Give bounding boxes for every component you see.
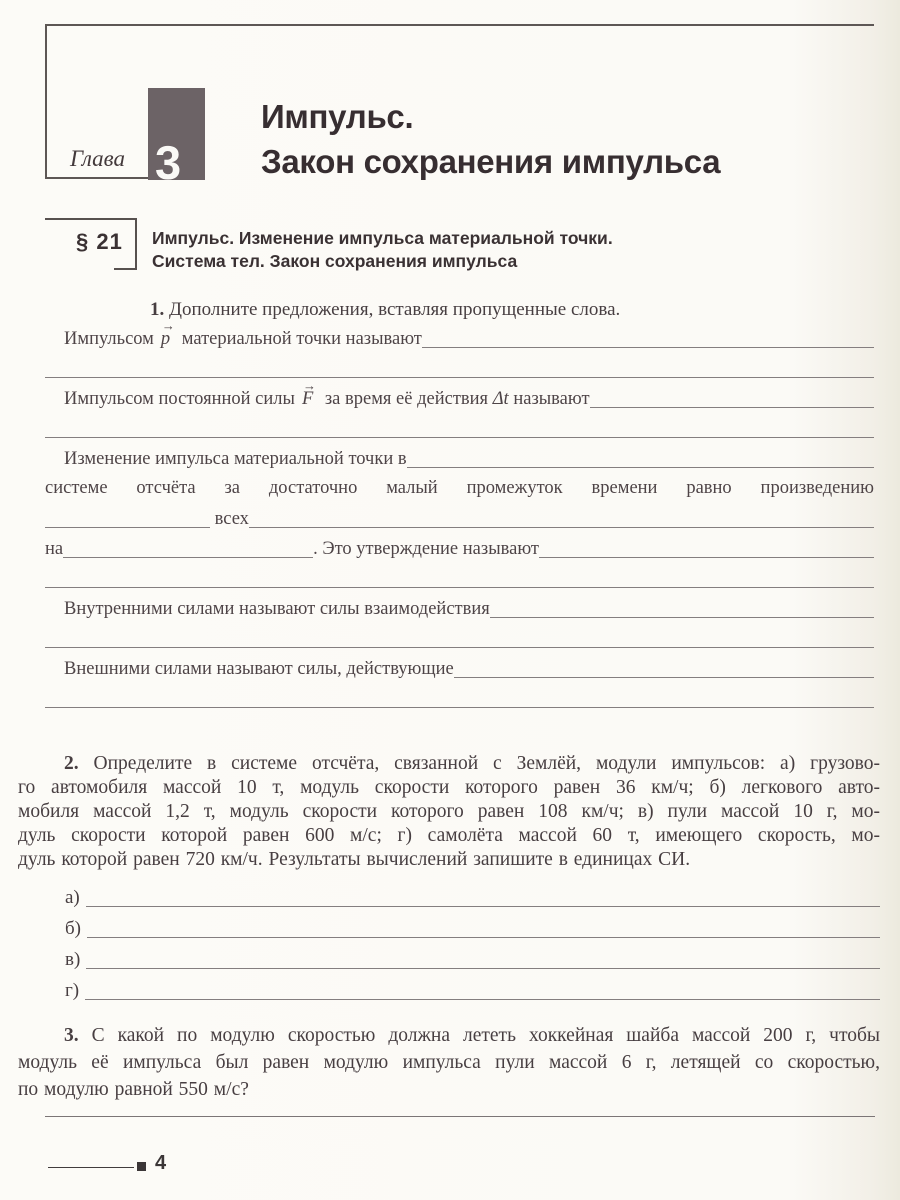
fill-row (45, 502, 874, 532)
task1-intro (150, 299, 620, 321)
paragraph-line: 3. С какой по модулю скоростью должна лететь хоккейная шайба массой 200 г, чтобы (64, 1025, 880, 1046)
footer-square-icon (137, 1162, 146, 1171)
section-title (152, 227, 613, 273)
vector-arrow-icon: → (161, 318, 175, 333)
chapter-frame-top (45, 24, 874, 26)
task1-fill-rows (45, 318, 874, 712)
answer-item-label: б) (65, 918, 81, 939)
fill-in-blank (45, 587, 874, 588)
answer-blank (86, 906, 880, 907)
paragraph-line: дуль скорости которой равен 600 м/с; г) самолёта массой 60 т, имеющего скорость, мо- (18, 825, 880, 846)
paragraph-line: мобиля массой 1,2 т, модуль скорости которого равен 108 км/ч; в) пули массой 10 г, мо- (18, 801, 880, 822)
bottom-blank-line (45, 1116, 875, 1117)
task-number: 3. (64, 1025, 79, 1046)
section-title-line2: Система тел. Закон сохранения импульса (152, 251, 518, 271)
fill-in-blank (490, 617, 874, 618)
answer-item-label: в) (65, 949, 81, 970)
paragraph-line: го автомобиля массой 10 т, модуль скорости которого равен 36 км/ч; б) легкового авто- (18, 777, 880, 798)
footer-rule (48, 1167, 134, 1168)
answer-item-row (65, 973, 880, 1004)
fill-row (45, 532, 874, 562)
fill-row (45, 592, 874, 622)
chapter-label: Глава (70, 146, 125, 171)
paragraph-line: 2. Определите в системе отсчёта, связанной с Землёй, модули импульсов: а) грузово- (64, 753, 880, 774)
fill-row-text: Внутренними силами называют силы взаимодействия (64, 599, 490, 619)
chapter-title-line2: Закон сохранения импульса (261, 143, 721, 180)
vector-symbol: → F (301, 378, 316, 409)
fill-row-text: материальной точки называют (177, 329, 422, 349)
fill-row-text: системе отсчёта за достаточно малый промежуток времени равно произведению (45, 478, 874, 498)
fill-row-text: называют (508, 389, 590, 409)
fill-row (45, 652, 874, 682)
fill-row-text: всех (210, 509, 249, 529)
fill-row (45, 378, 874, 412)
fill-in-blank (454, 677, 874, 678)
task1-number: 1. (150, 299, 165, 320)
answer-blank (87, 937, 880, 938)
paragraph-line: модуль её импульса был равен модулю импульса пули массой 6 г, летящей со скоростью, (18, 1052, 880, 1073)
fill-row-text: Изменение импульса материальной точки в (64, 449, 407, 469)
fill-in-blank (63, 557, 313, 558)
paragraph-line: дуль которой равен 720 км/ч. Результаты вычислений запишите в единицах СИ. (18, 849, 691, 870)
answer-blank (86, 968, 880, 969)
task-number: 2. (64, 753, 79, 774)
fill-row (45, 442, 874, 472)
paragraph-line: по модулю равной 550 м/с? (18, 1079, 249, 1100)
task1-intro-text: Дополните предложения, вставляя пропущенные слова. (164, 299, 621, 320)
chapter-number: 3 (155, 136, 182, 189)
answer-item-row (65, 880, 880, 911)
answer-item-row (65, 942, 880, 973)
fill-row (45, 562, 874, 592)
chapter-title-line1: Импульс. (261, 98, 414, 135)
fill-in-blank (45, 707, 874, 708)
chapter-title (261, 94, 720, 184)
answer-item-label: г) (65, 980, 80, 1001)
fill-row-text: Внешними силами называют силы, действующие (64, 659, 454, 679)
fill-in-blank (539, 557, 874, 558)
fill-row (45, 412, 874, 442)
chapter-frame-left (45, 24, 47, 178)
fill-in-blank (590, 407, 874, 408)
task2-answer-items (65, 880, 880, 1004)
fill-row (45, 622, 874, 652)
fill-in-blank (422, 347, 874, 348)
task3-paragraph (18, 1022, 880, 1103)
fill-row (45, 472, 874, 502)
vector-symbol: → p (160, 318, 175, 349)
page-number: 4 (155, 1152, 167, 1174)
answer-blank (85, 999, 880, 1000)
fill-row-text: Δt (492, 389, 509, 409)
fill-row (45, 352, 874, 382)
fill-row-text: . Это утверждение называют (313, 539, 539, 559)
fill-in-blank (45, 437, 874, 438)
fill-in-blank (249, 527, 874, 528)
answer-item-row (65, 911, 880, 942)
fill-row (45, 682, 874, 712)
chapter-number-box (148, 88, 205, 189)
fill-in-blank (45, 527, 210, 528)
section-title-line1: Импульс. Изменение импульса материальной точки. (152, 228, 613, 248)
answer-item-label: а) (65, 887, 80, 908)
fill-row-text: за время её действия (320, 389, 493, 409)
fill-row-text: на (45, 539, 64, 559)
fill-in-blank (407, 467, 874, 468)
task2-paragraph (18, 752, 880, 872)
section-frame-stub (114, 268, 135, 270)
fill-in-blank (45, 377, 874, 378)
chapter-frame-bottom (45, 177, 148, 179)
section-number: § 21 (76, 229, 123, 254)
vector-arrow-icon: → (302, 378, 316, 393)
fill-in-blank (45, 647, 874, 648)
fill-row-text: Импульсом постоянной силы (64, 389, 295, 409)
fill-row (45, 318, 874, 352)
fill-row-text: Импульсом (64, 329, 154, 349)
